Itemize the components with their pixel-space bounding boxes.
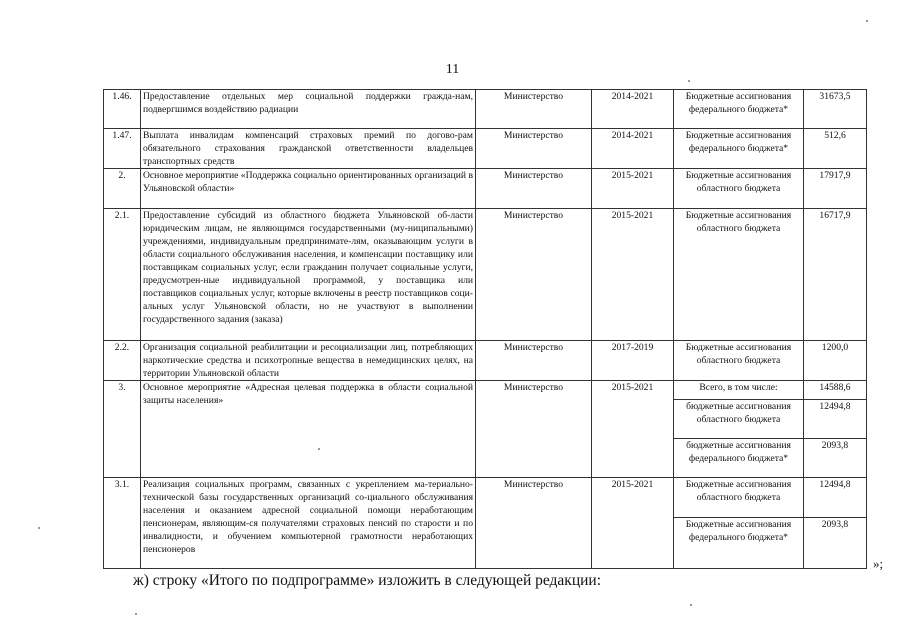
- row-amount: 16717,9: [804, 209, 867, 341]
- row-description: Предоставление отдельных мер социальной поддержки граждa-нам, подвергшимся воздействию радиации: [141, 90, 476, 129]
- row-amount: 2093,8: [804, 439, 867, 478]
- row-number: 1.47.: [104, 129, 141, 169]
- row-funding-source: Бюджетные ассигнования областного бюджета: [674, 169, 804, 209]
- row-executor: Министерство: [476, 381, 592, 478]
- closing-quote: »;: [873, 556, 884, 571]
- row-description: Основное мероприятие «Адресная целевая поддержка в области социальной защиты населения»: [141, 381, 476, 478]
- row-executor: Министерство: [476, 209, 592, 341]
- row-funding-source: Бюджетные ассигнования федерального бюджета*: [674, 129, 804, 169]
- table-row: [104, 341, 867, 381]
- table-row: [104, 129, 867, 169]
- row-funding-source: Бюджетные ассигнования областного бюджета: [674, 341, 804, 381]
- row-description: Реализация социальных программ, связанных с укреплением ма-териально-технической базы государственных организаций со-циального обслуживания населения и оказанием адресной социальной помощи неработающим пенсионерам, являющим-ся получателями страховых пенсий по старости и по инвалидности, и обучением компьютерной грамотности неработающих пенсионеров: [141, 478, 476, 569]
- row-period: 2015-2021: [592, 209, 674, 341]
- row-funding-source: Бюджетные ассигнования областного бюджета: [674, 478, 804, 518]
- row-executor: Министерство: [476, 169, 592, 209]
- scan-speck: [38, 527, 40, 529]
- row-funding-source: Всего, в том числе:: [674, 381, 804, 400]
- row-period: 2015-2021: [592, 478, 674, 569]
- row-description: Основное мероприятие «Поддержка социально ориентированных организаций в Ульяновской области»: [141, 169, 476, 209]
- row-number: 2.2.: [104, 341, 141, 381]
- row-period: 2015-2021: [592, 169, 674, 209]
- row-funding-source: Бюджетные ассигнования федерального бюджета*: [674, 90, 804, 129]
- row-description: Выплата инвалидам компенсаций страховых премий по догово-рам обязательного страхования гражданской ответственности владельцев транспортных средств: [141, 129, 476, 169]
- row-amount: 1200,0: [804, 341, 867, 381]
- scan-speck: [688, 80, 690, 82]
- row-number: 1.46.: [104, 90, 141, 129]
- amendment-instruction: ж) строку «Итого по подпрограмме» изложить в следующей редакции:: [133, 572, 602, 589]
- row-amount: 2093,8: [804, 518, 867, 569]
- row-executor: Министерство: [476, 90, 592, 129]
- row-period: 2014-2021: [592, 90, 674, 129]
- row-number: 3.1.: [104, 478, 141, 569]
- table-row: [104, 209, 867, 341]
- row-number: 2.1.: [104, 209, 141, 341]
- row-period: 2015-2021: [592, 381, 674, 478]
- row-description: Предоставление субсидий из областного бюджета Ульяновской об-ласти юридическим лицам, не являющимся государственными (му-ниципальными) учреждениями, индивидуальным предпринимате-лям, оказывающим услуги в области социального обслуживания населения, и компенсации поставщику или поставщикам социальных услуг, если гражданин получает социальные услуги, предусмотрен-ные индивидуальной программой, у поставщика или поставщиков социальных услуг, которые включены в реестр поставщиков соци-альных услуг Ульяновской области, но не участвуют в выполнении государственного задания (заказа): [141, 209, 476, 341]
- scan-speck: [866, 20, 868, 22]
- row-executor: Министерство: [476, 129, 592, 169]
- row-amount: 12494,8: [804, 400, 867, 439]
- row-number: 2.: [104, 169, 141, 209]
- row-amount: 17917,9: [804, 169, 867, 209]
- row-amount: 12494,8: [804, 478, 867, 518]
- funding-table: [103, 89, 867, 569]
- scan-speck: [135, 613, 137, 615]
- row-number: 3.: [104, 381, 141, 478]
- row-description: Организация социальной реабилитации и ресоциализации лиц, потребляющих наркотические средства и психотропные вещества в немедицинских целях, на территории Ульяновской области: [141, 341, 476, 381]
- table-row: [104, 381, 867, 400]
- row-executor: Министерство: [476, 478, 592, 569]
- table-row: [104, 169, 867, 209]
- row-executor: Министерство: [476, 341, 592, 381]
- table-row: [104, 478, 867, 518]
- row-amount: 512,6: [804, 129, 867, 169]
- row-funding-source: бюджетные ассигнования областного бюджета: [674, 400, 804, 439]
- table-row: [104, 90, 867, 129]
- row-funding-source: бюджетные ассигнования федерального бюджета*: [674, 439, 804, 478]
- scan-speck: [690, 604, 692, 606]
- row-amount: 14588,6: [804, 381, 867, 400]
- row-funding-source: Бюджетные ассигнования областного бюджета: [674, 209, 804, 341]
- row-amount: 31673,5: [804, 90, 867, 129]
- row-period: 2014-2021: [592, 129, 674, 169]
- scan-speck: [318, 448, 320, 450]
- row-funding-source: Бюджетные ассигнования федерального бюджета*: [674, 518, 804, 569]
- row-period: 2017-2019: [592, 341, 674, 381]
- page-number: 11: [445, 62, 460, 77]
